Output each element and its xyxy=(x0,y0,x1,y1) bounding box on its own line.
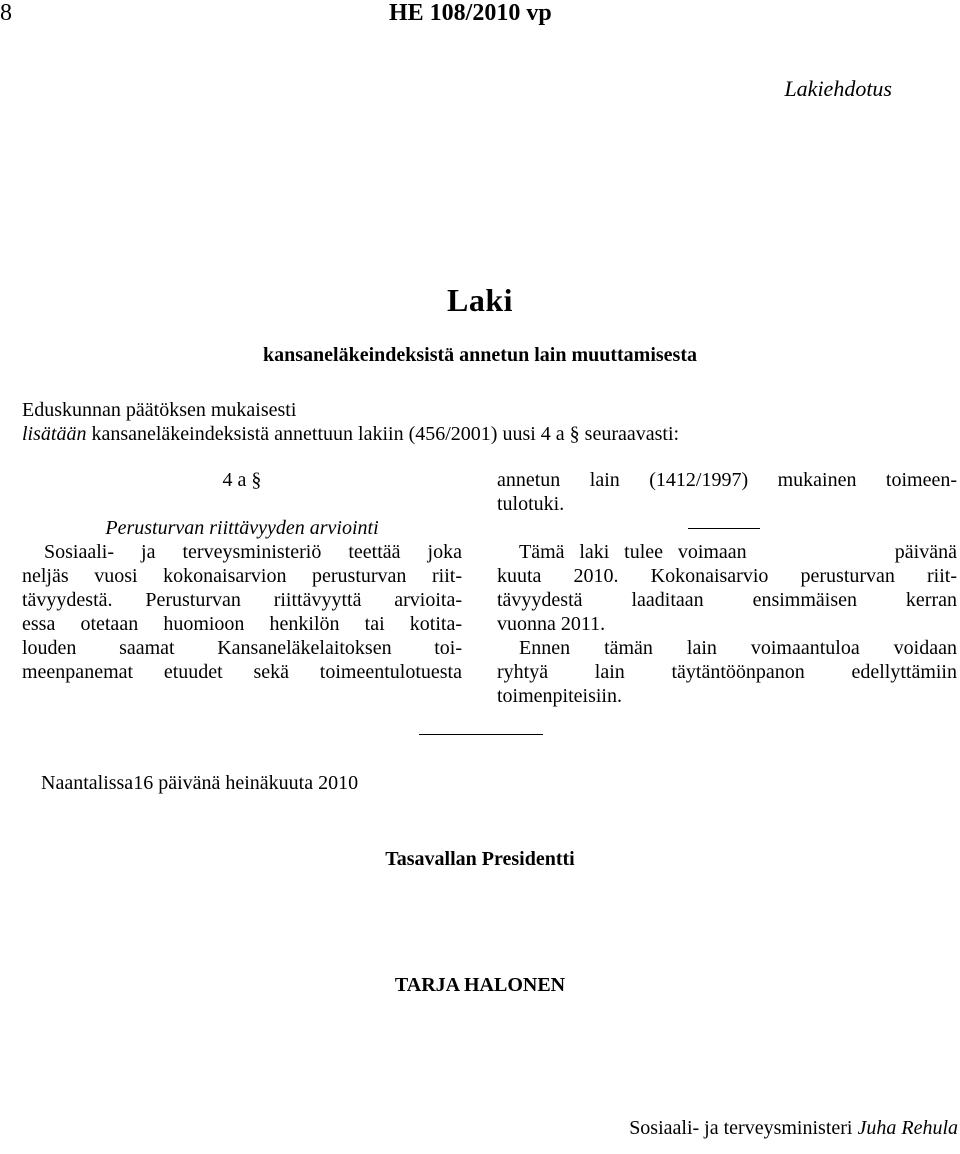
president-name: TARJA HALONEN xyxy=(394,974,566,996)
paragraph-line: tävyydestä. Perusturvan riittävyyttä arvioita- xyxy=(22,589,462,611)
measures-line: toimenpiteisiin. xyxy=(497,685,622,707)
law-subtitle: kansaneläkeindeksistä annetun lain muuttamisesta xyxy=(263,344,697,366)
paragraph-line: neljäs vuosi kokonaisarvion perusturvan riit- xyxy=(22,565,462,587)
paragraph-line: Sosiaali- ja terveysministeriö teettää joka xyxy=(44,541,462,563)
law-title: Laki xyxy=(446,282,514,318)
amendment-verb: lisätään xyxy=(22,423,87,445)
minister-signature xyxy=(629,1117,958,1140)
paragraph-line: tulotuki. xyxy=(497,493,565,515)
paragraph-line: louden saamat Kansaneläkelaitoksen toi- xyxy=(22,637,462,659)
document-id: HE 108/2010 vp xyxy=(389,0,552,26)
president-title: Tasavallan Presidentti xyxy=(385,848,575,870)
left-column xyxy=(22,468,462,684)
place-and-date: Naantalissa16 päivänä heinäkuuta 2010 xyxy=(41,772,359,794)
amendment-clause xyxy=(22,422,679,446)
end-divider xyxy=(419,734,543,735)
section-paragraph xyxy=(22,540,462,684)
proposal-label: Lakiehdotus xyxy=(784,76,892,101)
right-column xyxy=(497,468,957,708)
entry-into-force-line: Tämä laki tulee voimaan päivänä xyxy=(519,541,957,563)
enactment-clause: Eduskunnan päätöksen mukaisesti xyxy=(22,399,297,421)
minister-title: Sosiaali- ja terveysministeri xyxy=(629,1117,858,1139)
paragraph-line: meenpanemat etuudet sekä toimeentulotuesta xyxy=(22,661,462,683)
minister-name: Juha Rehula xyxy=(857,1117,958,1139)
paragraph-line: annetun lain (1412/1997) mukainen toimeen- xyxy=(497,469,957,491)
section-number: 4 a § xyxy=(222,469,262,491)
entry-into-force-line: kuuta 2010. Kokonaisarvio perusturvan riit- xyxy=(497,565,957,587)
entry-into-force-line: tävyydestä laaditaan ensimmäisen kerran xyxy=(497,589,957,611)
entry-into-force-line: vuonna 2011. xyxy=(497,613,606,635)
paragraph-line: essa otetaan huomioon henkilön tai kotita- xyxy=(22,613,462,635)
page-number: 8 xyxy=(0,0,12,26)
section-divider xyxy=(497,516,957,540)
measures-line: Ennen tämän lain voimaantuloa voidaan xyxy=(519,637,957,659)
measures-line: ryhtyä lain täytäntöönpanon edellyttämiin xyxy=(497,661,957,683)
section-title: Perusturvan riittävyyden arviointi xyxy=(105,517,379,539)
amendment-text: kansaneläkeindeksistä annettuun lakiin (456/2001) uusi 4 a § seuraavasti: xyxy=(86,423,680,445)
